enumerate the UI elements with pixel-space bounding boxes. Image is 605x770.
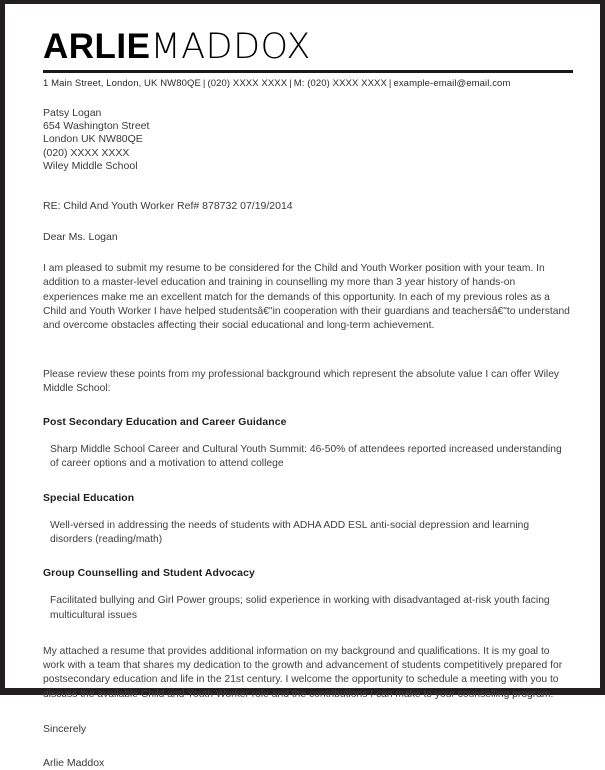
section-body-group-counselling: Facilitated bullying and Girl Power groups; solid experience in working with disadvantaged at-risk youth facing multicultural issues [50, 595, 550, 621]
intro-paragraph: I am pleased to submit my resume to be considered for the Child and Youth Worker position with your team. In addition to a master-level education and training in counselling my more than 3 year history of hands-on experiences make me an excellent match for the demands of this opportunity. In each of my previous roles as a Child and Youth Worker I have helped studentsâ€"in cooperation with their guardians and teachersâ€"to understand and overcome obstacles affecting their social educational and long-term achievement. [43, 263, 570, 332]
header-divider [43, 70, 573, 73]
recipient-phone: (020) XXXX XXXX [43, 146, 130, 159]
closing-paragraph: My attached a resume that provides additional information on my background and qualifications. It is my goal to work with a team that shares my dedication to the growth and advancement of students competitively prepared for postsecondary education and life in the 21st century. I welcome the opportunity to schedule a meeting with you to discuss the available Child and Youth Worker role and the contributions I can make to your counselling program. [43, 645, 563, 700]
contact-email: example-email@email.com [393, 78, 511, 89]
contact-mobile: M: (020) XXXX XXXX [293, 78, 387, 89]
first-name: ARLIE [43, 27, 151, 66]
section-heading-post-secondary: Post Secondary Education and Career Guidance [43, 417, 287, 429]
section-heading-group-counselling: Group Counselling and Student Advocacy [43, 568, 255, 580]
signoff: Sincerely [43, 723, 87, 736]
last-name: MADDOX [150, 27, 311, 67]
salutation: Dear Ms. Logan [43, 231, 118, 244]
recipient-address-block [43, 107, 573, 173]
contact-line [43, 77, 573, 90]
recipient-street: 654 Washington Street [43, 120, 150, 133]
section-body-post-secondary: Sharp Middle School Career and Cultural Youth Summit: 46-50% of attendees reported increased understanding of career options and a motivation to attend college [50, 444, 562, 470]
section-heading-special-education: Special Education [43, 492, 135, 504]
review-paragraph: Please review these points from my professional background which represent the absolute value I can offer Wiley Middle School: [43, 368, 560, 394]
contact-separator-2: | [289, 78, 292, 89]
contact-separator-3: | [388, 78, 392, 89]
contact-phone: (020) XXXX XXXX [207, 78, 288, 89]
signature-name: Arlie Maddox [43, 757, 105, 770]
recipient-city: London UK NW80QE [43, 133, 143, 146]
section-body-special-education: Well-versed in addressing the needs of students with ADHA ADD ESL anti-social depression and learning disorders (reading/math) [50, 519, 530, 545]
letterhead [43, 27, 573, 90]
document-sheet [5, 4, 600, 770]
contact-separator-1: | [202, 78, 206, 89]
contact-address: 1 Main Street, London, UK NW80QE [43, 78, 201, 89]
page-title [43, 27, 573, 67]
recipient-name: Patsy Logan [43, 107, 102, 119]
recipient-organization: Wiley Middle School [43, 159, 138, 172]
subject-line: RE: Child And Youth Worker Ref# 878732 07/19/2014 [43, 200, 293, 213]
